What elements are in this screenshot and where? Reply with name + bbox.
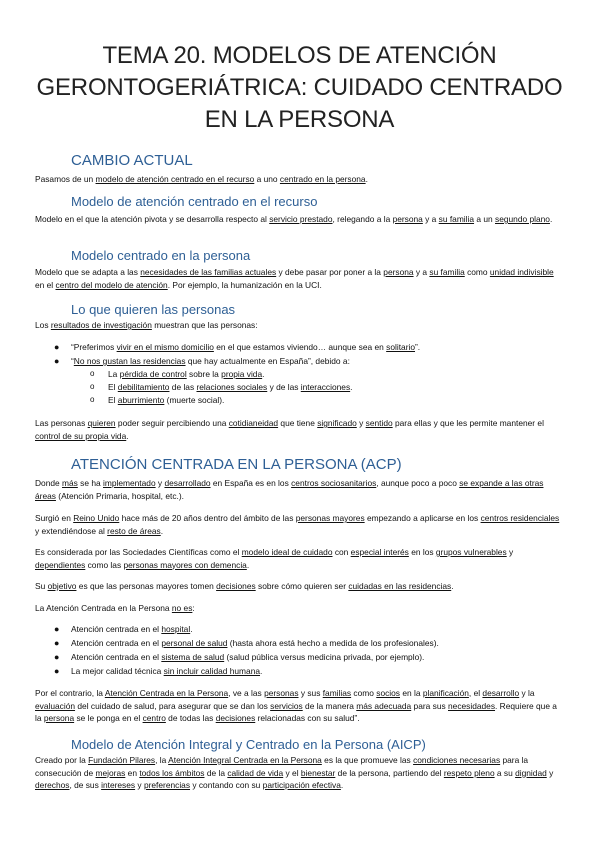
text-run: . Por ejemplo, la humanización en la UCI. <box>167 279 322 290</box>
text-run: y <box>356 418 366 428</box>
heading-modelo-persona: Modelo centrado en la persona <box>71 248 251 263</box>
list-item-acp-4 <box>71 665 262 677</box>
heading-cambio-actual: CAMBIO ACTUAL <box>71 152 193 169</box>
paragraph-acp-3 <box>35 546 563 571</box>
underlined-text: sistema de salud <box>161 652 225 662</box>
text-run: (muerte social). <box>164 395 225 405</box>
underlined-text: planificación <box>422 688 469 698</box>
text-run: Surgió en <box>35 513 74 523</box>
underlined-text: su familia <box>438 214 475 224</box>
heading-modelo-recurso: Modelo de atención centrado en el recurso <box>71 194 318 209</box>
underlined-text: modelo de atención centrado en el recurso <box>95 174 255 184</box>
underlined-text: servicios <box>270 700 303 711</box>
text-run: y la <box>519 688 535 698</box>
underlined-text: intereses <box>101 780 136 790</box>
underlined-text: participación efectiva <box>262 780 341 790</box>
paragraph-acp-6 <box>35 687 563 725</box>
text-run: Es considerada por las Sociedades Científicas como el <box>35 547 242 557</box>
bullet-icon: ● <box>54 342 60 352</box>
text-run: a uno <box>254 174 280 184</box>
underlined-text: más adecuada <box>356 700 412 711</box>
heading-acp: ATENCIÓN CENTRADA EN LA PERSONA (ACP) <box>71 456 402 473</box>
text-run: de las <box>169 382 197 392</box>
text-run: a un <box>474 214 496 224</box>
text-run: Por el contrario, la <box>35 688 105 698</box>
text-run: La Atención Centrada en la Persona <box>35 603 172 613</box>
underlined-text: aburrimiento <box>117 395 165 405</box>
underlined-text: su familia <box>429 267 465 277</box>
underlined-text: implementado <box>103 478 156 488</box>
underlined-text: segundo plano <box>495 214 550 224</box>
text-run: para sus <box>411 700 448 711</box>
sub-item-quieren-3 <box>108 394 224 406</box>
underlined-text: relaciones sociales <box>196 382 268 392</box>
text-run: Atención centrada en el <box>71 638 162 648</box>
underlined-text: sentido <box>365 418 393 428</box>
text-run: , el <box>468 688 483 698</box>
text-run: empezando a aplicarse en los <box>364 513 481 523</box>
paragraph-acp-2 <box>35 512 563 537</box>
text-run: y <box>506 547 514 557</box>
underlined-text: respeto pleno <box>443 767 495 778</box>
paragraph-modelo-recurso <box>35 213 563 226</box>
underlined-text: bienestar <box>300 767 336 778</box>
text-run: (salud pública versus medicina privada, por ejemplo). <box>224 652 425 662</box>
list-item-acp-3 <box>71 651 424 663</box>
text-run: . <box>340 780 344 790</box>
sub-bullet-icon: o <box>90 382 95 391</box>
text-run: poder seguir percibiendo una <box>115 418 229 428</box>
text-run: muestran que las personas: <box>151 320 258 330</box>
sub-bullet-icon: o <box>90 369 95 378</box>
underlined-text: control de su propia vida <box>35 430 127 441</box>
text-run: y a <box>422 214 439 224</box>
text-run: es que las personas mayores tomen <box>76 581 217 591</box>
underlined-text: decisiones <box>216 581 256 591</box>
paragraph-quieren-final <box>35 417 563 442</box>
underlined-text: solitario <box>386 342 416 352</box>
text-run: La <box>108 369 120 379</box>
underlined-text: no es <box>171 603 193 613</box>
text-run: con <box>332 547 351 557</box>
text-run: Creado por la <box>35 755 89 765</box>
list-item-acp-1 <box>71 623 193 635</box>
bullet-icon: ● <box>54 652 60 662</box>
underlined-text: desarrollado <box>164 478 211 488</box>
text-run: Donde <box>35 478 63 488</box>
text-run: Modelo en el que la atención pivota y se desarrolla respecto al <box>35 214 270 224</box>
text-run: y <box>546 767 554 778</box>
text-run: . <box>365 174 368 184</box>
text-run: Atención centrada en el <box>71 652 162 662</box>
text-run: y debe pasar por poner a la <box>276 267 384 277</box>
underlined-text: centro <box>142 713 166 723</box>
text-run: como <box>464 267 490 277</box>
underlined-text: quieren <box>87 418 116 428</box>
underlined-text: persona <box>43 713 75 723</box>
underlined-text: objetivo <box>47 581 77 591</box>
underlined-text: resto de áreas <box>107 525 161 536</box>
underlined-text: mejoras <box>95 767 126 778</box>
text-run: Su <box>35 581 48 591</box>
text-run: y contando con su <box>190 780 263 790</box>
text-run: que tiene <box>278 418 318 428</box>
list-item-acp-2 <box>71 637 439 649</box>
underlined-text: debilitamiento <box>117 382 170 392</box>
heading-aicp: Modelo de Atención Integral y Centrado en la Persona (AICP) <box>71 737 426 752</box>
text-run: a su <box>494 767 516 778</box>
text-run: , aunque poco a poco <box>376 478 460 488</box>
paragraph-quieren-intro <box>35 319 563 332</box>
text-run: . <box>262 369 265 379</box>
underlined-text: desarrollo <box>482 688 520 698</box>
underlined-text: persona <box>383 267 414 277</box>
text-run: de la persona, partiendo del <box>335 767 444 778</box>
text-run: sobre la <box>186 369 222 379</box>
text-run: como las <box>85 559 124 570</box>
underlined-text: cuidadas en las residencias <box>348 581 452 591</box>
text-run: . <box>190 624 193 634</box>
text-run: . <box>260 666 263 676</box>
text-run: se le ponga en el <box>74 713 143 723</box>
bullet-icon: ● <box>54 356 60 366</box>
text-run: (hasta ahora está hecho a medida de los profesionales). <box>227 638 439 648</box>
underlined-text: familias <box>322 688 352 698</box>
underlined-text: calidad de vida <box>227 767 284 778</box>
text-run: en la <box>400 688 423 698</box>
text-run: . <box>451 581 454 591</box>
underlined-text: servicio prestado <box>269 214 333 224</box>
underlined-text: cotidianeidad <box>228 418 279 428</box>
underlined-text: modelo ideal de cuidado <box>241 547 333 557</box>
underlined-text: preferencias <box>143 780 191 790</box>
text-run: La mejor calidad técnica <box>71 666 164 676</box>
underlined-text: propia vida <box>221 369 263 379</box>
text-run: como <box>351 688 377 698</box>
text-run: . Requiere que a la <box>35 700 557 723</box>
underlined-text: personas <box>264 688 299 698</box>
paragraph-modelo-persona <box>35 266 563 291</box>
underlined-text: socios <box>376 688 400 698</box>
text-run: , ve a las <box>228 688 265 698</box>
text-run: en el <box>35 279 56 290</box>
underlined-text: centrado en la persona <box>279 174 366 184</box>
text-run: , relegando a la <box>332 214 393 224</box>
text-run: . <box>246 559 250 570</box>
text-run: ”. <box>415 342 421 352</box>
text-run: y extendiéndose al <box>35 525 108 536</box>
text-run: , de sus <box>69 780 102 790</box>
text-run: El <box>108 395 118 405</box>
text-run: : <box>192 603 195 613</box>
underlined-text: necesidades <box>448 700 496 711</box>
text-run: Modelo que se adapta a las <box>35 267 141 277</box>
underlined-text: dependientes <box>35 559 86 570</box>
list-item-quieren-1 <box>71 341 420 353</box>
sub-item-quieren-1 <box>108 368 264 380</box>
underlined-text: condiciones necesarias <box>413 755 501 765</box>
underlined-text: vivir en el mismo domicilio <box>116 342 214 352</box>
text-run: es la que promueve las <box>321 755 414 765</box>
underlined-text: significado <box>317 418 357 428</box>
text-run: El <box>108 382 118 392</box>
underlined-text: especial interés <box>350 547 409 557</box>
text-run: en <box>125 767 140 778</box>
underlined-text: centros residenciales <box>480 513 560 523</box>
underlined-text: personal de salud <box>161 638 228 648</box>
text-run: Pasamos de un <box>35 174 96 184</box>
text-run: y sus <box>298 688 323 698</box>
text-run: “Preferimos <box>71 342 117 352</box>
text-run: del cuidado de salud, para asegurar que se dan los <box>75 700 271 711</box>
underlined-text: centro del modelo de atención <box>55 279 168 290</box>
underlined-text: necesidades de las familias actuales <box>140 267 277 277</box>
bullet-icon: ● <box>54 624 60 634</box>
text-run: y <box>155 478 165 488</box>
paragraph-acp-4 <box>35 580 563 593</box>
list-item-quieren-2 <box>71 355 350 367</box>
underlined-text: Atención Centrada en la Persona <box>104 688 229 698</box>
text-run: de todas las <box>165 713 216 723</box>
text-run: y <box>135 780 144 790</box>
text-run: de la manera <box>302 700 357 711</box>
bullet-icon: ● <box>54 638 60 648</box>
sub-item-quieren-2 <box>108 381 352 393</box>
heading-lo-que-quieren: Lo que quieren las personas <box>71 302 236 317</box>
text-run: que hay actualmente en España”, debido a: <box>185 356 350 366</box>
text-run: relacionadas con su salud”. <box>255 713 360 723</box>
underlined-text: dignidad <box>515 767 547 778</box>
underlined-text: unidad indivisible <box>489 267 554 277</box>
underlined-text: interacciones <box>300 382 351 392</box>
paragraph-aicp <box>35 754 563 792</box>
underlined-text: centros sociosanitarios <box>291 478 377 488</box>
underlined-text: personas mayores <box>295 513 365 523</box>
text-run: . <box>160 525 164 536</box>
page-title: TEMA 20. MODELOS DE ATENCIÓN GERONTOGERIÁTRICA: CUIDADO CENTRADO EN LA PERSONA <box>36 42 563 133</box>
underlined-text: persona <box>392 214 423 224</box>
text-run: . <box>549 214 553 224</box>
text-run: . <box>350 382 353 392</box>
text-run: . <box>126 430 129 441</box>
underlined-text: hospital <box>161 624 191 634</box>
underlined-text: decisiones <box>215 713 256 723</box>
bullet-icon: ● <box>54 666 60 676</box>
underlined-text: sin incluir calidad humana <box>163 666 261 676</box>
underlined-text: No nos gustan las residencias <box>73 356 186 366</box>
underlined-text: pérdida de control <box>119 369 187 379</box>
text-run: en los <box>408 547 436 557</box>
text-run: en España es en los <box>210 478 292 488</box>
underlined-text: grupos vulnerables <box>435 547 507 557</box>
text-run: se ha <box>77 478 103 488</box>
text-run: , la <box>155 755 169 765</box>
underlined-text: Fundación Pilares <box>88 755 156 765</box>
paragraph-cambio-actual <box>35 173 563 186</box>
text-run: y el <box>283 767 301 778</box>
text-run: para la consecución de <box>35 755 529 778</box>
text-run: “ <box>71 356 74 366</box>
text-run: y de las <box>267 382 301 392</box>
paragraph-acp-5 <box>35 602 563 615</box>
underlined-text: derechos <box>35 780 70 790</box>
text-run: Las personas <box>35 418 88 428</box>
underlined-text: Reino Unido <box>73 513 120 523</box>
text-run: Atención centrada en el <box>71 624 162 634</box>
text-run: para ellas y que les permite mantener el <box>392 418 544 428</box>
underlined-text: Atención Integral Centrada en la Persona <box>168 755 322 765</box>
underlined-text: evaluación <box>35 700 76 711</box>
text-run: de la <box>204 767 228 778</box>
sub-bullet-icon: o <box>90 395 95 404</box>
text-run: sobre cómo quieren ser <box>255 581 349 591</box>
underlined-text: más <box>62 478 78 488</box>
underlined-text: se expande a las otras áreas <box>35 478 544 501</box>
underlined-text: resultados de investigación <box>50 320 152 330</box>
text-run: en el que estamos viviendo… aunque sea en <box>213 342 387 352</box>
text-run: hace más de 20 años dentro del ámbito de las <box>119 513 296 523</box>
underlined-text: personas mayores con demencia <box>123 559 247 570</box>
underlined-text: todos los ámbitos <box>139 767 205 778</box>
text-run: Los <box>35 320 51 330</box>
text-run: y a <box>413 267 430 277</box>
paragraph-acp-1 <box>35 477 563 502</box>
text-run: (Atención Primaria, hospital, etc.). <box>55 490 184 501</box>
